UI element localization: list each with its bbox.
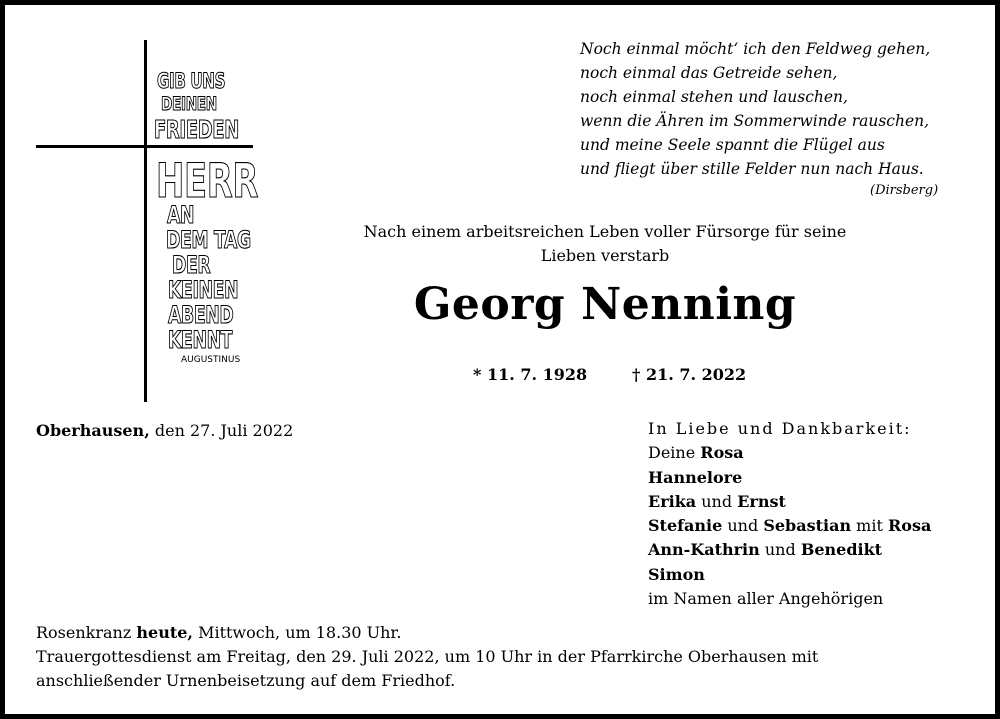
deceased-name: Georg Nenning — [413, 279, 797, 330]
death-date: † 21. 7. 2022 — [632, 365, 747, 384]
mourner-name: Benedikt — [800, 540, 883, 560]
quote-author: AUGUSTINUS — [181, 355, 241, 365]
place-and-date — [36, 421, 293, 440]
mourner-name: Rosa — [887, 516, 932, 536]
service-text: Mittwoch, um 18.30 Uhr. — [198, 623, 402, 642]
birth-date: * 11. 7. 1928 — [473, 365, 588, 384]
service-info — [36, 621, 818, 693]
burial-line: anschließender Urnenbeisetzung auf dem Friedhof. — [36, 671, 456, 690]
cross-text-line: KEINEN — [168, 276, 239, 304]
poem-source: (Dirsberg) — [870, 183, 939, 198]
cross-vertical-beam — [144, 40, 147, 402]
cross-text-line: KENNT — [168, 326, 233, 354]
mourner-line — [648, 563, 931, 587]
mourner-text: mit — [856, 516, 883, 536]
poem — [580, 37, 930, 181]
cross-horizontal-beam — [36, 145, 253, 148]
poem-line: noch einmal das Getreide sehen, — [580, 64, 838, 82]
mourner-line — [648, 538, 931, 562]
mourner-name: Hannelore — [648, 467, 743, 487]
mourners-footer: im Namen aller Angehörigen — [648, 589, 884, 609]
poem-line: und fliegt über stille Felder nun nach Haus. — [580, 160, 924, 178]
cross-text-line: HERR — [156, 154, 259, 209]
cross-text-line: FRIEDEN — [154, 115, 239, 144]
mourner-name: Ernst — [737, 491, 786, 511]
mourner-line — [648, 466, 931, 490]
mourner-text: und — [701, 491, 733, 511]
mourner-name: Ann-Kathrin — [648, 540, 760, 560]
mourner-name: Simon — [648, 564, 705, 584]
rosary-line — [36, 621, 818, 645]
mourner-line — [648, 514, 931, 538]
place: Oberhausen, — [36, 421, 150, 440]
cross-text-line: DEINEN — [161, 93, 217, 115]
mourners-heading: In Liebe und Dankbarkeit: — [648, 419, 912, 438]
mourner-text: und — [727, 516, 759, 536]
service-emphasis: heute, — [136, 623, 193, 642]
intro-line: Nach einem arbeitsreichen Leben voller Fürsorge für seine — [363, 222, 847, 241]
mourner-text: Deine — [648, 443, 696, 463]
poem-line: noch einmal stehen und lauschen, — [580, 88, 848, 106]
poem-line: und meine Seele spannt die Flügel aus — [580, 136, 885, 154]
poem-line: Noch einmal möcht‘ ich den Feldweg gehen, — [580, 40, 931, 58]
mourner-line — [648, 490, 931, 514]
mourner-text: und — [764, 540, 796, 560]
mourner-name: Erika — [648, 491, 697, 511]
mourner-name: Sebastian — [763, 516, 852, 536]
mourner-line — [648, 441, 931, 465]
cross-text-line: DER — [172, 251, 211, 279]
mourner-name: Rosa — [700, 443, 744, 463]
cross-text-line: GIB UNS — [157, 69, 226, 93]
service-text: Rosenkranz — [36, 623, 132, 642]
intro-text — [305, 220, 905, 268]
cross-text-line: ABEND — [168, 301, 234, 329]
cross-text-line: DEM TAG — [166, 226, 251, 254]
date: den 27. Juli 2022 — [154, 421, 294, 440]
mourner-name: Stefanie — [648, 516, 723, 536]
mourners-list — [648, 417, 931, 611]
poem-line: wenn die Ähren im Sommerwinde rauschen, — [580, 112, 930, 130]
funeral-mass-line: Trauergottesdienst am Freitag, den 29. Juli 2022, um 10 Uhr in der Pfarrkirche Oberhausen mit — [36, 647, 819, 666]
intro-line: Lieben verstarb — [540, 246, 670, 265]
cross-text-line: AN — [167, 201, 195, 229]
